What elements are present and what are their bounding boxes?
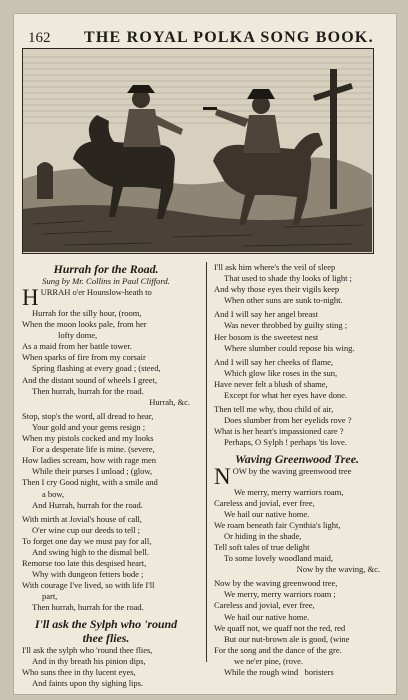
highwaymen-engraving [23,49,372,252]
page-number: 162 [28,30,51,46]
verse-line: lofty dome, [58,330,98,341]
verse-line: And in thy breath his pinion dips, [32,655,146,666]
verse-line: I'll ask the sylph who 'round thee flies, [22,644,153,655]
verse-line: Where slumber could repose his wing. [224,342,355,353]
verse-line: we ne'er pine, (rove. [234,655,303,666]
verse-line: Your gold and your gems resign ; [32,421,146,432]
verse-line: I'll ask him where's the veil of sleep [214,262,336,272]
verse-line: For the song and the dance of the gre. [214,644,342,655]
verse-line: With courage I've lived, so with life I'll [22,580,155,591]
verse-line: O'er wine cup our deeds to tell ; [32,524,141,535]
verse-line: But our nut-brown ale is good, (wine [224,633,350,644]
verse-line: Careless and jovial, ever free, [214,497,315,508]
verse-line: To some lovely woodland maid, [224,553,333,564]
left-column [22,262,190,689]
verse-line: And Hurrah, hurrah for the road. [32,499,143,510]
verse-line: Perhaps, O Sylph ! perhaps 'tis love. [224,437,347,448]
verse-line: We hail our native home. [224,611,310,622]
column-divider [206,262,207,662]
verse-line: Then hurrah, hurrah for the road. [32,602,144,613]
verse-line: Hurrah, &c. [149,396,190,407]
verse-line: We merry, merry warriors roam ; [224,589,336,600]
verse-line: When sparks of fire from my corsair [22,352,146,363]
verse-line: We quaff not, we quaff not the red, red [214,622,346,633]
verse-line: How ladies scream, how with rage men [22,455,156,466]
verse-line: Remorse too late this despised heart, [22,558,147,569]
verse-line: Which glow like roses in the sun, [224,367,338,378]
verse-line: Hurrah for the silly hour, (room, [32,308,142,318]
verse-line: For a desperate life is mine. (severe, [32,444,155,455]
verse-line: When other suns are sunk to-night. [224,295,343,306]
verse-line: Her bosom is the sweetest nest [214,331,319,342]
verse-line: Why with dungeon fetters bode ; [32,569,144,580]
song-title-greenwood: Waving Greenwood Tree. [235,451,359,466]
verse-line: That used to shade thy looks of light ; [224,273,352,284]
verse-line: We merry, merry warriors roam, [234,486,344,497]
verse-line: What is her heart's impassioned care ? [214,426,344,437]
song-title-sylph-cont: thee flies. [82,630,130,645]
verse-line: While their purses I unload ; (glow, [32,466,153,477]
verse-line: part, [42,591,58,602]
verse-line: Then I cry Good night, with a smile and [22,477,158,488]
verse-line: And the distant sound of wheels I greet, [22,374,157,385]
verse-line: And why those eyes their vigils keep [214,284,340,295]
verse-line: Now by the waving greenwood tree, [214,578,338,589]
verse-line: Does slumber from her eyelids rove ? [224,415,352,426]
page-header [28,28,382,50]
verse-line: Then tell me why, thou child of air, [214,404,334,415]
verse-line: Then hurrah, hurrah for the road. [32,385,144,396]
book-title: THE ROYAL POLKA SONG BOOK. [84,29,374,46]
song-title-sylph: I'll ask the Sylph who 'round [34,616,178,631]
verse-line: Stop, stop's the word, all dread to hear, [22,410,154,421]
verse-line: Who suns thee in thy lucent eyes, [22,666,136,677]
verse-line: With mirth at Jovial's house of call, [22,513,142,524]
verse-line: Now by the waving, &c. [296,564,380,575]
verse-line: HURRAH o'er Hounslow-heath to [22,287,152,308]
verse-line: Careless and jovial, ever free, [214,600,315,611]
song-credit: Sung by Mr. Collins in Paul Clifford. [42,276,170,286]
drop-cap: N [214,465,231,487]
verse-line: As a maid from her battle tower. [22,341,132,352]
verse-line: Have never felt a blush of shame, [214,378,328,389]
verse-line: When my pistols cocked and my looks [22,433,154,444]
verse-line: And I will say her cheeks of flame, [214,356,333,367]
verse-line: NOW by the waving greenwood tree [214,465,352,487]
verse-line: And faints upon thy sighing lips. [32,677,144,688]
song-title-hurrah: Hurrah for the Road. [53,262,159,276]
verse-line: While the rough wind boristers [224,667,334,677]
verse-line: Or hiding in the shade, [224,530,302,541]
verse-line: Was never throbbed by guilty sting ; [224,320,348,331]
verse-line: Spring flashing at every goad ; (steed, [32,363,161,374]
verse-line: And swing high to the dismal bell. [32,546,149,557]
verse-line: We roam beneath fair Cynthia's light, [214,519,341,530]
verse-line: a bow, [42,488,65,499]
right-column [214,262,380,678]
drop-cap: H [22,287,39,308]
verse-line: Except for what her eyes have done. [224,390,348,401]
verse-line: Tell soft tales of true delight [214,541,310,552]
verse-line: When the moon looks pale, from her [22,319,147,330]
verse-line: We hail our native home. [224,508,310,519]
verse-line: To forget one day we must pay for all, [22,535,152,546]
verse-line: And I will say her angel breast [214,309,318,320]
woodcut-illustration [22,48,374,254]
